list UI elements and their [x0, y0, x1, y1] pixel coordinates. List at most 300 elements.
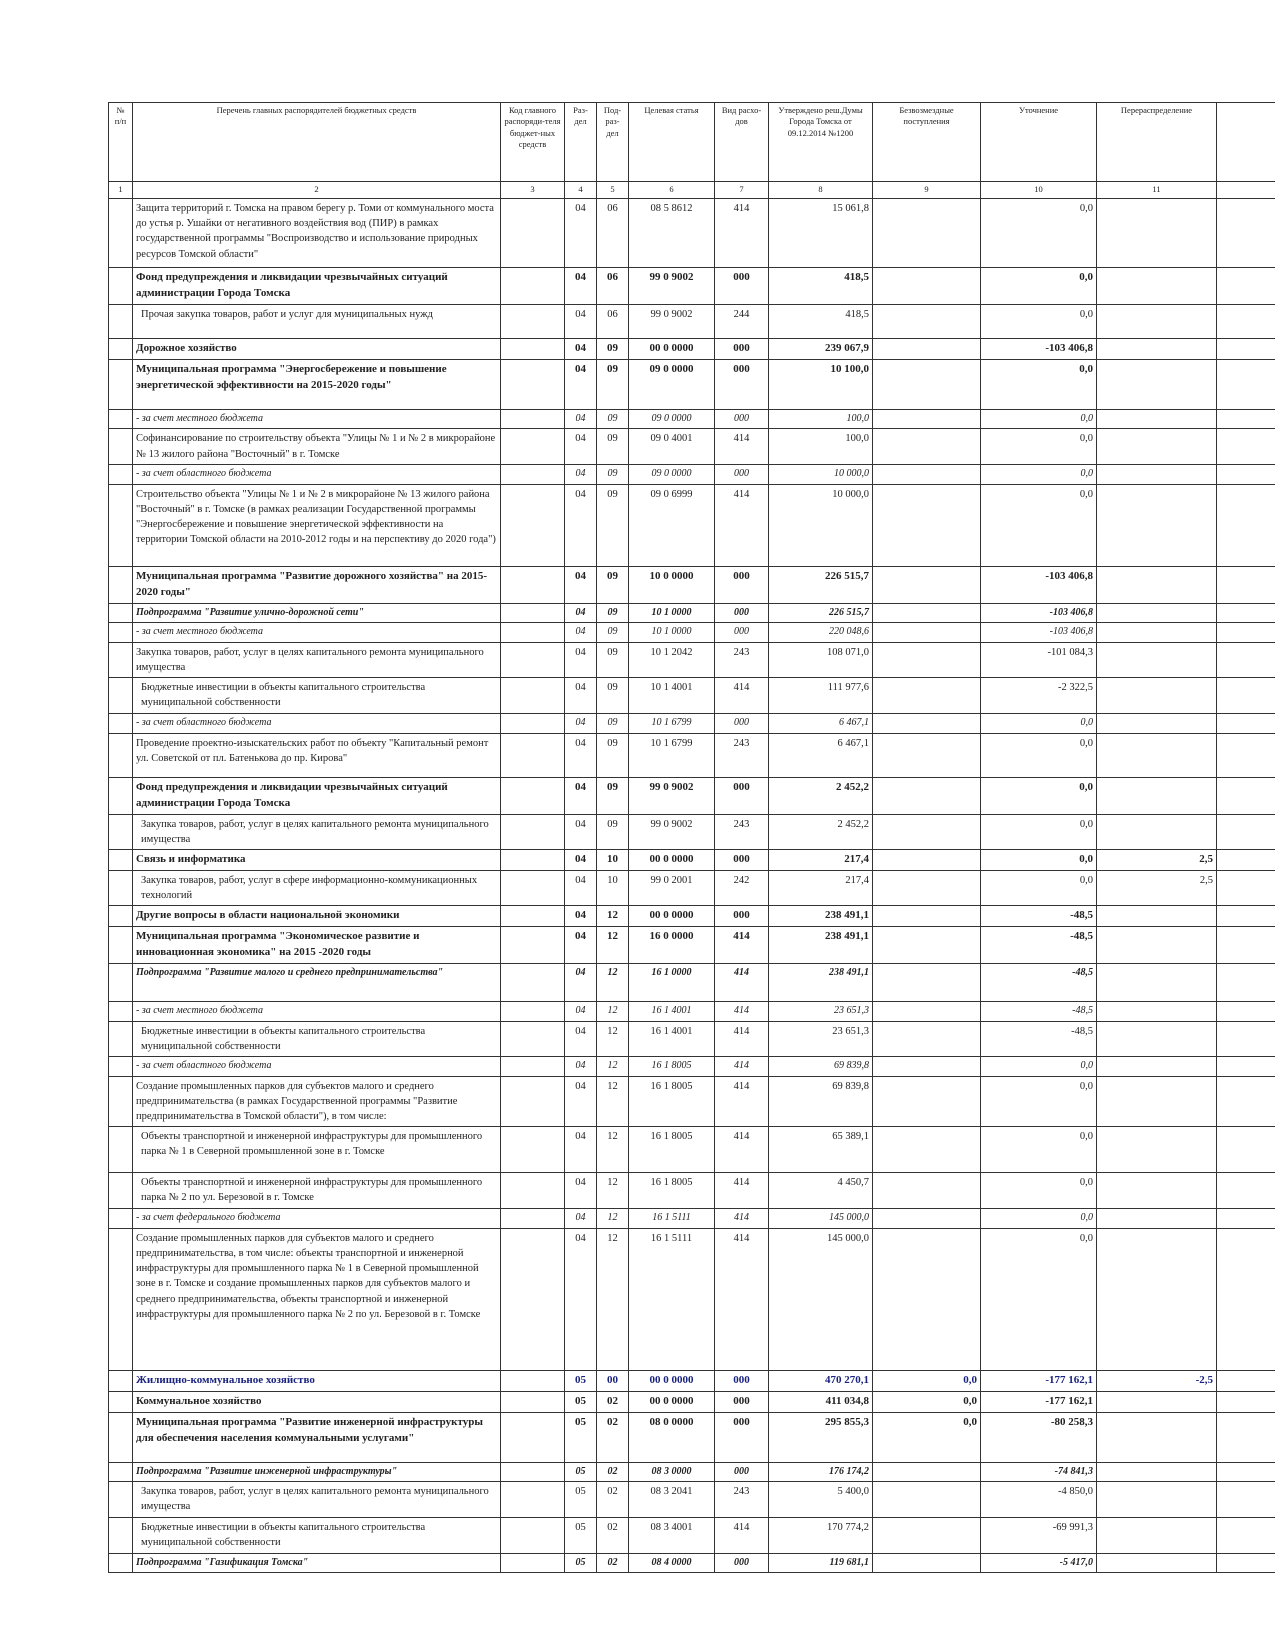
table-row — [109, 409, 1275, 429]
cell-grants — [873, 359, 981, 409]
cell-empty — [501, 1370, 565, 1391]
cell-target: 09 0 4001 — [629, 429, 715, 465]
cell-empty — [109, 268, 133, 305]
cell-empty — [1217, 338, 1275, 359]
cell-grants — [873, 678, 981, 714]
header-cell: Целевая статья — [629, 103, 715, 182]
cell-empty — [109, 484, 133, 566]
cell-target: 16 1 5111 — [629, 1228, 715, 1370]
cell-adjust: 0,0 — [981, 733, 1097, 777]
cell-podrazdel: 12 — [597, 1002, 629, 1022]
cell-target: 08 3 4001 — [629, 1517, 715, 1553]
cell-razdel: 04 — [565, 777, 597, 814]
cell-name: Софинансирование по строительству объекта "Улицы № 1 и № 2 в микрорайоне № 13 жилого района "Восточный" в г. Томске — [133, 429, 501, 465]
cell-empty — [501, 1173, 565, 1209]
cell-approved: 239 067,9 — [769, 338, 873, 359]
cell-empty — [109, 1370, 133, 1391]
cell-vid: 000 — [715, 359, 769, 409]
cell-razdel: 04 — [565, 429, 597, 465]
cell-podrazdel: 09 — [597, 603, 629, 623]
cell-empty — [501, 304, 565, 338]
cell-target: 16 1 4001 — [629, 1002, 715, 1022]
cell-vid: 414 — [715, 1076, 769, 1127]
cell-adjust: -177 162,1 — [981, 1391, 1097, 1412]
table-row — [109, 1002, 1275, 1022]
cell-redistr — [1097, 814, 1217, 849]
cell-approved: 10 000,0 — [769, 484, 873, 566]
cell-adjust: 0,0 — [981, 1127, 1097, 1173]
column-number: 7 — [715, 182, 769, 199]
cell-approved: 176 174,2 — [769, 1462, 873, 1482]
cell-empty — [109, 1228, 133, 1370]
cell-grants — [873, 1021, 981, 1056]
cell-approved: 111 977,6 — [769, 678, 873, 714]
cell-vid: 000 — [715, 714, 769, 734]
cell-redistr — [1097, 777, 1217, 814]
cell-adjust: 0,0 — [981, 814, 1097, 849]
cell-target: 08 3 2041 — [629, 1482, 715, 1517]
cell-empty — [109, 1462, 133, 1482]
cell-empty — [501, 1412, 565, 1462]
cell-adjust: -103 406,8 — [981, 603, 1097, 623]
cell-podrazdel: 12 — [597, 1173, 629, 1209]
cell-razdel: 04 — [565, 927, 597, 964]
cell-grants — [873, 964, 981, 1002]
cell-podrazdel: 12 — [597, 927, 629, 964]
cell-empty — [1217, 733, 1275, 777]
cell-redistr — [1097, 1462, 1217, 1482]
cell-name: Объекты транспортной и инженерной инфраструктуры для промышленного парка № 2 по ул. Березовой в г. Томске — [133, 1173, 501, 1209]
cell-grants — [873, 849, 981, 870]
cell-empty — [1217, 603, 1275, 623]
cell-empty — [501, 927, 565, 964]
cell-name: Проведение проектно-изыскательских работ по объекту "Капитальный ремонт ул. Советской от пл. Батенькова до пр. Кирова" — [133, 733, 501, 777]
cell-grants — [873, 566, 981, 603]
cell-razdel: 04 — [565, 623, 597, 643]
cell-empty — [501, 409, 565, 429]
cell-name: Дорожное хозяйство — [133, 338, 501, 359]
cell-vid: 414 — [715, 1228, 769, 1370]
cell-adjust: -103 406,8 — [981, 566, 1097, 603]
cell-grants — [873, 642, 981, 677]
cell-target: 08 3 0000 — [629, 1462, 715, 1482]
header-cell — [1217, 103, 1275, 182]
cell-name: Другие вопросы в области национальной экономики — [133, 906, 501, 927]
cell-vid: 243 — [715, 733, 769, 777]
table-row — [109, 906, 1275, 927]
table-row — [109, 304, 1275, 338]
cell-empty — [109, 1482, 133, 1517]
cell-empty — [501, 1002, 565, 1022]
cell-grants — [873, 1002, 981, 1022]
cell-razdel: 04 — [565, 603, 597, 623]
cell-approved: 15 061,8 — [769, 199, 873, 268]
column-number: 2 — [133, 182, 501, 199]
cell-grants — [873, 714, 981, 734]
cell-empty — [109, 1209, 133, 1229]
cell-razdel: 04 — [565, 814, 597, 849]
cell-podrazdel: 12 — [597, 1127, 629, 1173]
cell-empty — [501, 1057, 565, 1077]
table-row — [109, 1228, 1275, 1370]
column-number: 10 — [981, 182, 1097, 199]
cell-approved: 23 651,3 — [769, 1002, 873, 1022]
cell-empty — [501, 642, 565, 677]
table-row — [109, 714, 1275, 734]
cell-name: Закупка товаров, работ, услуг в целях капитального ремонта муниципального имущества — [133, 642, 501, 677]
cell-razdel: 04 — [565, 1076, 597, 1127]
cell-empty — [501, 199, 565, 268]
cell-vid: 414 — [715, 1127, 769, 1173]
table-row — [109, 484, 1275, 566]
cell-grants — [873, 484, 981, 566]
cell-target: 10 1 6799 — [629, 733, 715, 777]
cell-empty — [501, 906, 565, 927]
cell-empty — [109, 1127, 133, 1173]
cell-podrazdel: 09 — [597, 678, 629, 714]
table-row — [109, 1412, 1275, 1462]
header-cell: Под-раз-дел — [597, 103, 629, 182]
cell-target: 16 1 8005 — [629, 1173, 715, 1209]
cell-empty — [501, 1076, 565, 1127]
cell-name: Прочая закупка товаров, работ и услуг для муниципальных нужд — [133, 304, 501, 338]
cell-podrazdel: 02 — [597, 1553, 629, 1573]
cell-adjust: 0,0 — [981, 268, 1097, 305]
cell-razdel: 05 — [565, 1517, 597, 1553]
cell-adjust: 0,0 — [981, 1173, 1097, 1209]
cell-empty — [1217, 927, 1275, 964]
cell-redistr — [1097, 642, 1217, 677]
cell-adjust: 0,0 — [981, 409, 1097, 429]
cell-grants — [873, 1209, 981, 1229]
cell-empty — [109, 1002, 133, 1022]
cell-empty — [1217, 1462, 1275, 1482]
cell-target: 10 1 4001 — [629, 678, 715, 714]
cell-vid: 414 — [715, 1209, 769, 1229]
cell-vid: 000 — [715, 1412, 769, 1462]
cell-target: 16 1 8005 — [629, 1057, 715, 1077]
cell-empty — [109, 714, 133, 734]
cell-vid: 000 — [715, 338, 769, 359]
cell-redistr — [1097, 1021, 1217, 1056]
cell-adjust: 0,0 — [981, 484, 1097, 566]
cell-approved: 6 467,1 — [769, 714, 873, 734]
cell-empty — [1217, 199, 1275, 268]
cell-podrazdel: 06 — [597, 304, 629, 338]
cell-name: - за счет областного бюджета — [133, 1057, 501, 1077]
cell-grants — [873, 199, 981, 268]
column-number: 8 — [769, 182, 873, 199]
cell-target: 10 0 0000 — [629, 566, 715, 603]
cell-approved: 6 467,1 — [769, 733, 873, 777]
cell-empty — [501, 1391, 565, 1412]
cell-redistr — [1097, 1553, 1217, 1573]
cell-redistr — [1097, 1173, 1217, 1209]
cell-target: 00 0 0000 — [629, 1370, 715, 1391]
cell-adjust: 0,0 — [981, 465, 1097, 485]
cell-name: Жилищно-коммунальное хозяйство — [133, 1370, 501, 1391]
cell-redistr — [1097, 1002, 1217, 1022]
cell-empty — [1217, 777, 1275, 814]
cell-name: Муниципальная программа "Развитие дорожного хозяйства" на 2015-2020 годы" — [133, 566, 501, 603]
cell-razdel: 04 — [565, 1127, 597, 1173]
cell-razdel: 05 — [565, 1482, 597, 1517]
cell-empty — [1217, 906, 1275, 927]
table-row — [109, 678, 1275, 714]
column-number: 5 — [597, 182, 629, 199]
cell-approved: 100,0 — [769, 429, 873, 465]
cell-empty — [501, 1553, 565, 1573]
cell-approved: 411 034,8 — [769, 1391, 873, 1412]
cell-name: Бюджетные инвестиции в объекты капитального строительства муниципальной собственности — [133, 678, 501, 714]
cell-name: Подпрограмма "Газификация Томска" — [133, 1553, 501, 1573]
table-row — [109, 338, 1275, 359]
cell-empty — [1217, 964, 1275, 1002]
cell-empty — [501, 1209, 565, 1229]
cell-grants — [873, 777, 981, 814]
cell-approved: 145 000,0 — [769, 1209, 873, 1229]
cell-vid: 000 — [715, 566, 769, 603]
cell-empty — [1217, 566, 1275, 603]
cell-podrazdel: 09 — [597, 714, 629, 734]
cell-empty — [1217, 1482, 1275, 1517]
cell-empty — [109, 1021, 133, 1056]
column-number — [1217, 182, 1275, 199]
cell-approved: 5 400,0 — [769, 1482, 873, 1517]
cell-vid: 243 — [715, 1482, 769, 1517]
table-row — [109, 1391, 1275, 1412]
cell-empty — [1217, 814, 1275, 849]
cell-name: Коммунальное хозяйство — [133, 1391, 501, 1412]
cell-target: 99 0 9002 — [629, 304, 715, 338]
cell-razdel: 04 — [565, 1173, 597, 1209]
cell-empty — [1217, 1370, 1275, 1391]
cell-podrazdel: 12 — [597, 906, 629, 927]
cell-approved: 418,5 — [769, 304, 873, 338]
cell-empty — [501, 1482, 565, 1517]
cell-empty — [109, 304, 133, 338]
table-row — [109, 1021, 1275, 1056]
cell-empty — [501, 465, 565, 485]
cell-approved: 2 452,2 — [769, 814, 873, 849]
cell-vid: 414 — [715, 484, 769, 566]
cell-vid: 000 — [715, 465, 769, 485]
cell-podrazdel: 09 — [597, 642, 629, 677]
cell-vid: 000 — [715, 1553, 769, 1573]
cell-adjust: -48,5 — [981, 1021, 1097, 1056]
cell-vid: 414 — [715, 1057, 769, 1077]
cell-empty — [1217, 1173, 1275, 1209]
cell-razdel: 04 — [565, 1057, 597, 1077]
cell-name: Закупка товаров, работ, услуг в целях капитального ремонта муниципального имущества — [133, 1482, 501, 1517]
cell-empty — [1217, 304, 1275, 338]
cell-redistr — [1097, 1517, 1217, 1553]
cell-grants — [873, 1462, 981, 1482]
cell-adjust: 0,0 — [981, 849, 1097, 870]
table-row — [109, 1553, 1275, 1573]
cell-adjust: 0,0 — [981, 714, 1097, 734]
cell-empty — [1217, 870, 1275, 905]
cell-vid: 000 — [715, 1370, 769, 1391]
cell-grants — [873, 338, 981, 359]
cell-name: Связь и информатика — [133, 849, 501, 870]
cell-podrazdel: 09 — [597, 777, 629, 814]
header-cell: Утверждено реш.Думы Города Томска от 09.12.2014 №1200 — [769, 103, 873, 182]
cell-podrazdel: 09 — [597, 623, 629, 643]
cell-empty — [109, 1173, 133, 1209]
cell-target: 00 0 0000 — [629, 906, 715, 927]
cell-podrazdel: 09 — [597, 338, 629, 359]
cell-redistr — [1097, 268, 1217, 305]
cell-razdel: 04 — [565, 268, 597, 305]
cell-name: - за счет федерального бюджета — [133, 1209, 501, 1229]
cell-vid: 000 — [715, 623, 769, 643]
cell-grants: 0,0 — [873, 1412, 981, 1462]
cell-empty — [1217, 849, 1275, 870]
column-number: 1 — [109, 182, 133, 199]
cell-vid: 000 — [715, 906, 769, 927]
cell-vid: 000 — [715, 409, 769, 429]
cell-adjust: 0,0 — [981, 429, 1097, 465]
cell-podrazdel: 09 — [597, 566, 629, 603]
cell-empty — [109, 906, 133, 927]
table-row — [109, 623, 1275, 643]
cell-redistr — [1097, 199, 1217, 268]
cell-adjust: -5 417,0 — [981, 1553, 1097, 1573]
cell-approved: 10 100,0 — [769, 359, 873, 409]
cell-adjust: 0,0 — [981, 1057, 1097, 1077]
cell-vid: 414 — [715, 1021, 769, 1056]
cell-name: Муниципальная программа "Энергосбережение и повышение энергетической эффективности на 2015-2020 годы" — [133, 359, 501, 409]
table-row — [109, 1057, 1275, 1077]
cell-grants — [873, 1127, 981, 1173]
cell-razdel: 04 — [565, 304, 597, 338]
cell-podrazdel: 02 — [597, 1462, 629, 1482]
cell-podrazdel: 09 — [597, 484, 629, 566]
column-number: 4 — [565, 182, 597, 199]
cell-approved: 100,0 — [769, 409, 873, 429]
cell-redistr — [1097, 678, 1217, 714]
table-row — [109, 849, 1275, 870]
cell-target: 99 0 9002 — [629, 777, 715, 814]
cell-redistr — [1097, 1482, 1217, 1517]
cell-name: Подпрограмма "Развитие инженерной инфраструктуры" — [133, 1462, 501, 1482]
cell-target: 10 1 6799 — [629, 714, 715, 734]
cell-redistr — [1097, 623, 1217, 643]
cell-target: 10 1 2042 — [629, 642, 715, 677]
cell-empty — [109, 814, 133, 849]
cell-empty — [109, 1076, 133, 1127]
cell-name: Объекты транспортной и инженерной инфраструктуры для промышленного парка № 1 в Северной промышленной зоне в г. Томске — [133, 1127, 501, 1173]
cell-podrazdel: 12 — [597, 964, 629, 1002]
cell-adjust: -48,5 — [981, 964, 1097, 1002]
cell-empty — [109, 777, 133, 814]
cell-approved: 145 000,0 — [769, 1228, 873, 1370]
cell-adjust: -48,5 — [981, 927, 1097, 964]
table-row — [109, 733, 1275, 777]
cell-name: Фонд предупреждения и ликвидации чрезвычайных ситуаций администрации Города Томска — [133, 777, 501, 814]
cell-empty — [501, 429, 565, 465]
cell-target: 08 0 0000 — [629, 1412, 715, 1462]
cell-grants: 0,0 — [873, 1391, 981, 1412]
cell-target: 08 5 8612 — [629, 199, 715, 268]
cell-adjust: 0,0 — [981, 359, 1097, 409]
cell-podrazdel: 06 — [597, 199, 629, 268]
cell-empty — [1217, 409, 1275, 429]
cell-grants — [873, 603, 981, 623]
cell-name: Муниципальная программа "Экономическое развитие и инновационная экономика" на 2015 -2020 годы — [133, 927, 501, 964]
cell-adjust: -48,5 — [981, 1002, 1097, 1022]
cell-vid: 414 — [715, 199, 769, 268]
cell-empty — [109, 733, 133, 777]
cell-redistr — [1097, 1076, 1217, 1127]
cell-empty — [501, 603, 565, 623]
cell-approved: 23 651,3 — [769, 1021, 873, 1056]
cell-podrazdel: 09 — [597, 409, 629, 429]
cell-name: Подпрограмма "Развитие улично-дорожной сети" — [133, 603, 501, 623]
cell-vid: 000 — [715, 268, 769, 305]
cell-redistr — [1097, 338, 1217, 359]
cell-grants — [873, 268, 981, 305]
cell-approved: 2 452,2 — [769, 777, 873, 814]
cell-adjust: 0,0 — [981, 304, 1097, 338]
cell-empty — [109, 603, 133, 623]
cell-podrazdel: 02 — [597, 1482, 629, 1517]
cell-podrazdel: 10 — [597, 870, 629, 905]
cell-podrazdel: 12 — [597, 1057, 629, 1077]
cell-redistr — [1097, 1127, 1217, 1173]
cell-target: 99 0 9002 — [629, 814, 715, 849]
table-row — [109, 814, 1275, 849]
cell-razdel: 04 — [565, 465, 597, 485]
table-row — [109, 1076, 1275, 1127]
cell-target: 99 0 2001 — [629, 870, 715, 905]
cell-grants — [873, 927, 981, 964]
cell-grants — [873, 623, 981, 643]
header-cell: № п/п — [109, 103, 133, 182]
cell-name: Создание промышленных парков для субъектов малого и среднего предпринимательства, в том числе: объекты транспортной и инженерной инфраструктуры для промышленного парка № 1 в Северной промышленной зоне в г. Томске и создание промышленных парков для субъектов малого и среднего предпринимательства, объекты транспортной и инженерной инфраструктуры для промышленного парка № 2 по ул. Березовой в г. Томске — [133, 1228, 501, 1370]
column-number: 9 — [873, 182, 981, 199]
cell-approved: 238 491,1 — [769, 964, 873, 1002]
cell-redistr — [1097, 409, 1217, 429]
cell-grants — [873, 906, 981, 927]
cell-vid: 244 — [715, 304, 769, 338]
cell-podrazdel: 12 — [597, 1209, 629, 1229]
cell-redistr — [1097, 1412, 1217, 1462]
cell-redistr: -2,5 — [1097, 1370, 1217, 1391]
cell-empty — [501, 733, 565, 777]
cell-redistr — [1097, 1228, 1217, 1370]
cell-adjust: -48,5 — [981, 906, 1097, 927]
cell-redistr — [1097, 1209, 1217, 1229]
cell-razdel: 04 — [565, 906, 597, 927]
cell-razdel: 04 — [565, 484, 597, 566]
cell-target: 00 0 0000 — [629, 1391, 715, 1412]
cell-adjust: 0,0 — [981, 1076, 1097, 1127]
header-cell: Код главного распоряди-теля бюджет-ных средств — [501, 103, 565, 182]
cell-redistr — [1097, 733, 1217, 777]
cell-target: 09 0 0000 — [629, 359, 715, 409]
cell-razdel: 05 — [565, 1370, 597, 1391]
cell-empty — [1217, 1412, 1275, 1462]
cell-approved: 69 839,8 — [769, 1076, 873, 1127]
cell-empty — [501, 1127, 565, 1173]
cell-target: 10 1 0000 — [629, 603, 715, 623]
cell-vid: 414 — [715, 429, 769, 465]
table-row — [109, 642, 1275, 677]
cell-vid: 000 — [715, 1391, 769, 1412]
cell-empty — [1217, 714, 1275, 734]
